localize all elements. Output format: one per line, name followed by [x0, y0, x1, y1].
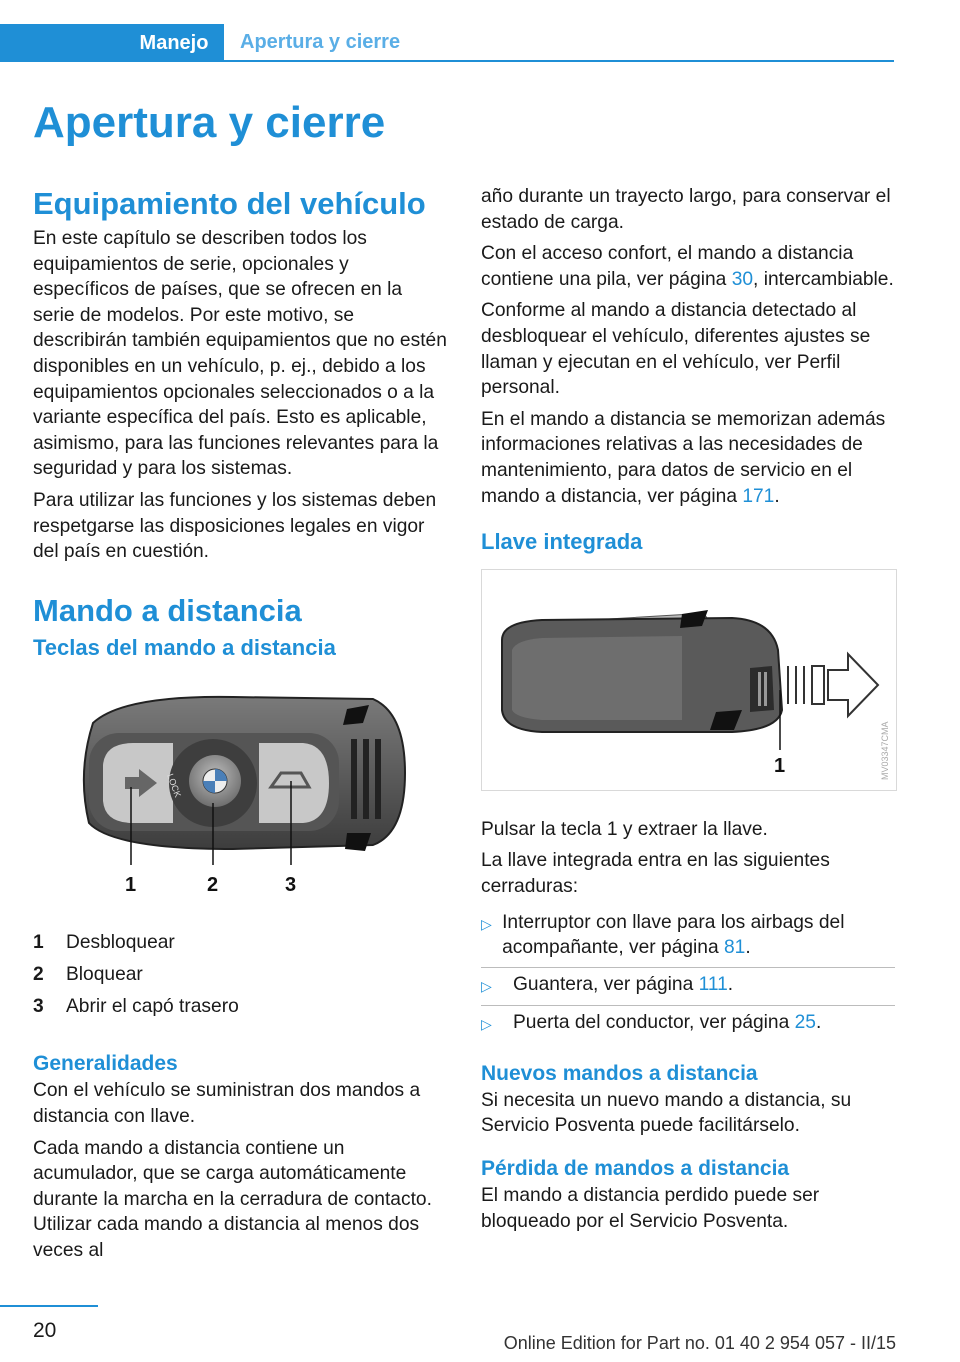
- paragraph: Para utilizar las funciones y los sistemas deben respetgarse las disposiciones legales en vigor del país en cuestión.: [33, 489, 437, 563]
- left-column: [33, 184, 447, 1269]
- page-link[interactable]: 111: [698, 973, 728, 995]
- paragraph: Con el acceso confort, el mando a distancia contiene una pila, ver página 30, intercambiable.: [481, 243, 894, 290]
- heading-llave-integrada: Llave integrada: [481, 529, 643, 555]
- paragraph: Pulsar la tecla 1 y extraer la llave.: [481, 818, 768, 840]
- legend-item: 2 Bloquear: [33, 963, 143, 985]
- heading-perdida-mandos: Pérdida de mandos a distancia: [481, 1157, 790, 1181]
- list-item: ▷ Interruptor con llave para los airbags del acompañante, ver página 81.: [481, 906, 895, 968]
- paragraph: La llave integrada entra en las siguientes cerraduras:: [481, 850, 830, 897]
- callout-1: 1: [125, 873, 137, 896]
- page-link[interactable]: 81: [723, 937, 746, 959]
- page-link[interactable]: 30: [731, 268, 754, 290]
- svg-text:LOCK: LOCK: [165, 771, 183, 799]
- key-callout-1: 1: [774, 755, 786, 778]
- header-section-title[interactable]: Apertura y cierre: [240, 31, 401, 53]
- paragraph: año durante un trayecto largo, para conservar el estado de carga.: [481, 186, 891, 233]
- legend-item: 3 Abrir el capó trasero: [33, 995, 239, 1017]
- page-number: 20: [33, 1319, 57, 1342]
- edition-note: Online Edition for Part no. 01 40 2 954 057 - II/15: [503, 1333, 896, 1353]
- header-rule: [224, 60, 894, 62]
- legend-list: [33, 926, 447, 1022]
- paragraph: Si necesita un nuevo mando a distancia, su Servicio Posventa puede facilitárselo.: [481, 1089, 852, 1137]
- triangle-bullet-icon: ▷: [481, 977, 492, 994]
- heading-equipamiento: Equipamiento del vehículo: [33, 186, 426, 221]
- legend-item: 1 Desbloquear: [33, 931, 175, 953]
- paragraph: En este capítulo se describen todos los equipamientos de serie, opcionales y específicos de países, que se ofrecen en la serie de modelos. Por este motivo, se describirán también equipamientos que no estén disponibles en un vehículo, p. ej., debido a los equipamientos opcionales seleccionados o a la variante específica del país. Esto es aplicable, asimismo, para las funciones relevantes para la seguridad y para los sistemas.: [33, 228, 447, 480]
- callout-3: 3: [285, 873, 297, 896]
- heading-mando: Mando a distancia: [33, 592, 302, 628]
- page-link[interactable]: 25: [794, 1012, 816, 1034]
- heading-generalidades: Generalidades: [33, 1052, 178, 1076]
- footer-rule: [0, 1305, 98, 1307]
- remote-key-figure: [33, 683, 447, 911]
- list-item: ▷ Guantera, ver página 111.: [481, 968, 895, 1007]
- heading-nuevos-mandos: Nuevos mandos a distancia: [481, 1061, 758, 1085]
- header-bar: [0, 24, 124, 62]
- paragraph: Cada mando a distancia contiene un acumulador, que se carga automáticamente durante la marcha en la cerradura de contacto. Utilizar cada mando a distancia al menos dos veces al: [33, 1137, 432, 1261]
- paragraph: Con el vehículo se suministran dos mandos a distancia con llave.: [33, 1080, 421, 1127]
- triangle-bullet-icon: ▷: [481, 915, 492, 932]
- integrated-key-figure: [481, 569, 897, 791]
- figure-code: MV03347CMA: [880, 721, 890, 781]
- page-link[interactable]: 171: [742, 485, 775, 507]
- bullet-list: [481, 906, 895, 1044]
- paragraph: Conforme al mando a distancia detectado al desbloquear el vehículo, diferentes ajustes se llaman y ejecutan en el vehículo, ver Perfil personal.: [481, 300, 871, 399]
- page-title: Apertura y cierre: [33, 98, 386, 147]
- list-item: ▷ Puerta del conductor, ver página 25.: [481, 1006, 895, 1044]
- triangle-bullet-icon: ▷: [481, 1016, 492, 1033]
- callout-2: 2: [207, 873, 219, 896]
- header-chapter-tab[interactable]: Manejo: [124, 24, 224, 62]
- paragraph: El mando a distancia perdido puede ser bloqueado por el Servicio Posventa.: [481, 1185, 820, 1232]
- right-column: [481, 184, 895, 1240]
- paragraph: En el mando a distancia se memorizan además informaciones relativas a las necesidades de mantenimiento, para datos de servicio en el mando a distancia, ver página 171.: [481, 408, 886, 507]
- heading-teclas: Teclas del mando a distancia: [33, 634, 336, 660]
